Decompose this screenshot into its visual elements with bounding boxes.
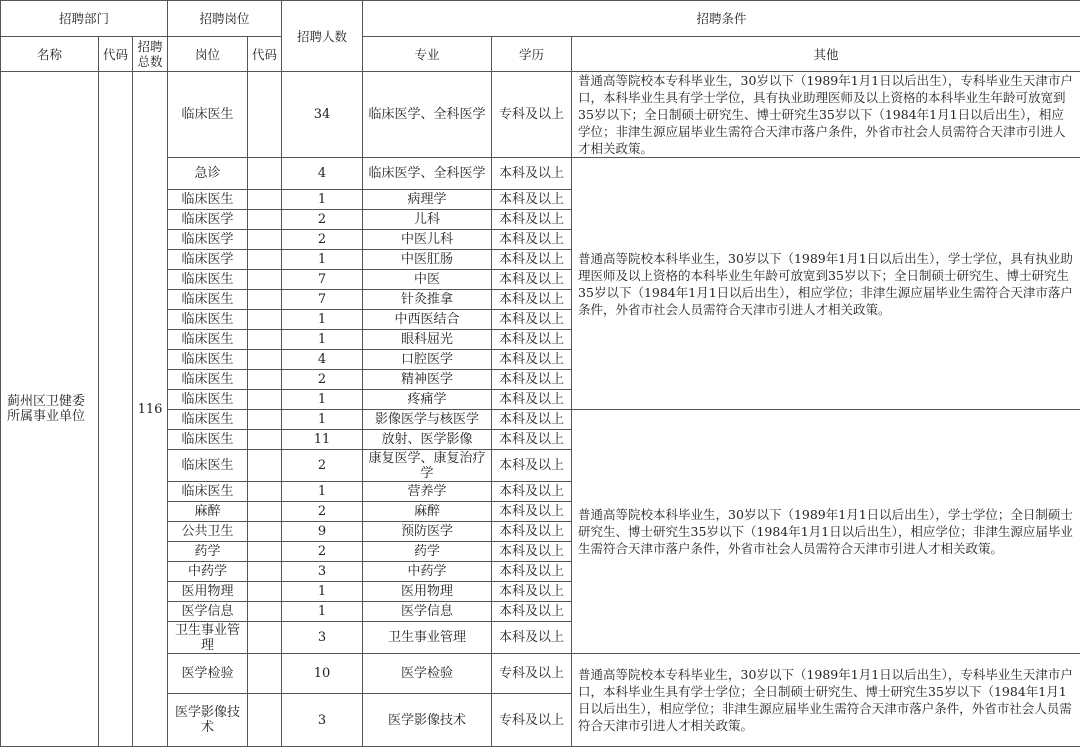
position-cell: 临床医生 <box>168 72 248 158</box>
education-cell: 本科及以上 <box>492 522 572 542</box>
major-cell: 医学信息 <box>363 602 492 622</box>
position-code-cell <box>248 310 282 330</box>
major-cell: 疼痛学 <box>363 390 492 410</box>
position-cell: 临床医学 <box>168 230 248 250</box>
count-cell: 2 <box>282 450 363 482</box>
education-cell: 本科及以上 <box>492 430 572 450</box>
major-cell: 麻醉 <box>363 502 492 522</box>
major-cell: 病理学 <box>363 190 492 210</box>
position-cell: 临床医生 <box>168 390 248 410</box>
position-code-cell <box>248 390 282 410</box>
count-cell: 1 <box>282 390 363 410</box>
major-cell: 药学 <box>363 542 492 562</box>
major-cell: 口腔医学 <box>363 350 492 370</box>
position-cell: 药学 <box>168 542 248 562</box>
position-cell: 临床医生 <box>168 290 248 310</box>
position-code-cell <box>248 654 282 694</box>
conditions-cell: 普通高等院校本专科毕业生，30岁以下（1989年1月1日以后出生），专科毕业生天津市户口，本科毕业生具有学士学位；全日制硕士研究生、博士研究生35岁以下（1984年1月1日以后出生），相应学位；非津生源应届毕业生需符合天津市落户条件，外省市社会人员需符合天津市引进人才相关政策。 <box>572 654 1080 747</box>
position-code-cell <box>248 158 282 190</box>
major-cell: 眼科屈光 <box>363 330 492 350</box>
header-recruit-count: 招聘人数 <box>282 1 363 72</box>
major-cell: 康复医学、康复治疗学 <box>363 450 492 482</box>
education-cell: 本科及以上 <box>492 562 572 582</box>
header-other: 其他 <box>572 37 1080 72</box>
position-cell: 医学信息 <box>168 602 248 622</box>
conditions-cell: 普通高等院校本科毕业生，30岁以下（1989年1月1日以后出生），学士学位，具有执业助理医师及以上资格的本科毕业生年龄可放宽到35岁以下；全日制硕士研究生、博士研究生35岁以下（1984年1月1日以后出生），相应学位；非津生源应届毕业生需符合天津市落户条件，外省市社会人员需符合天津市引进人才相关政策。 <box>572 158 1080 410</box>
position-code-cell <box>248 622 282 654</box>
position-cell: 急诊 <box>168 158 248 190</box>
position-code-cell <box>248 350 282 370</box>
position-code-cell <box>248 562 282 582</box>
major-cell: 放射、医学影像 <box>363 430 492 450</box>
count-cell: 4 <box>282 350 363 370</box>
major-cell: 医学检验 <box>363 654 492 694</box>
major-cell: 儿科 <box>363 210 492 230</box>
count-cell: 1 <box>282 190 363 210</box>
education-cell: 本科及以上 <box>492 482 572 502</box>
major-cell: 中医儿科 <box>363 230 492 250</box>
education-cell: 本科及以上 <box>492 310 572 330</box>
count-cell: 3 <box>282 622 363 654</box>
education-cell: 本科及以上 <box>492 330 572 350</box>
education-cell: 本科及以上 <box>492 158 572 190</box>
conditions-cell: 普通高等院校本科毕业生，30岁以下（1989年1月1日以后出生），学士学位；全日制硕士研究生、博士研究生35岁以下（1984年1月1日以后出生），相应学位；非津生源应届毕业生需符合天津市落户条件，外省市社会人员需符合天津市引进人才相关政策。 <box>572 410 1080 654</box>
education-cell: 本科及以上 <box>492 270 572 290</box>
position-cell: 临床医生 <box>168 370 248 390</box>
count-cell: 34 <box>282 72 363 158</box>
position-cell: 医学检验 <box>168 654 248 694</box>
position-code-cell <box>248 210 282 230</box>
major-cell: 中医 <box>363 270 492 290</box>
major-cell: 影像医学与核医学 <box>363 410 492 430</box>
position-cell: 临床医生 <box>168 482 248 502</box>
major-cell: 针灸推拿 <box>363 290 492 310</box>
position-code-cell <box>248 370 282 390</box>
position-code-cell <box>248 72 282 158</box>
education-cell: 本科及以上 <box>492 622 572 654</box>
position-code-cell <box>248 694 282 747</box>
major-cell: 临床医学、全科医学 <box>363 72 492 158</box>
header-education: 学历 <box>492 37 572 72</box>
education-cell: 本科及以上 <box>492 542 572 562</box>
department-name: 蓟州区卫健委所属事业单位 <box>1 72 99 747</box>
count-cell: 1 <box>282 482 363 502</box>
position-code-cell <box>248 290 282 310</box>
education-cell: 本科及以上 <box>492 230 572 250</box>
major-cell: 中药学 <box>363 562 492 582</box>
count-cell: 1 <box>282 330 363 350</box>
position-cell: 临床医学 <box>168 250 248 270</box>
header-position-group: 招聘岗位 <box>168 1 282 37</box>
count-cell: 10 <box>282 654 363 694</box>
count-cell: 11 <box>282 430 363 450</box>
count-cell: 9 <box>282 522 363 542</box>
position-code-cell <box>248 502 282 522</box>
count-cell: 3 <box>282 562 363 582</box>
major-cell: 精神医学 <box>363 370 492 390</box>
position-code-cell <box>248 270 282 290</box>
count-cell: 2 <box>282 230 363 250</box>
education-cell: 本科及以上 <box>492 602 572 622</box>
education-cell: 本科及以上 <box>492 250 572 270</box>
position-code-cell <box>248 190 282 210</box>
count-cell: 2 <box>282 502 363 522</box>
position-code-cell <box>248 602 282 622</box>
header-department-group: 招聘部门 <box>1 1 168 37</box>
major-cell: 医学影像技术 <box>363 694 492 747</box>
position-cell: 卫生事业管理 <box>168 622 248 654</box>
count-cell: 1 <box>282 310 363 330</box>
major-cell: 临床医学、全科医学 <box>363 158 492 190</box>
position-cell: 公共卫生 <box>168 522 248 542</box>
header-code: 代码 <box>99 37 133 72</box>
position-code-cell <box>248 410 282 430</box>
count-cell: 3 <box>282 694 363 747</box>
position-cell: 临床医生 <box>168 270 248 290</box>
major-cell: 中医肛肠 <box>363 250 492 270</box>
position-code-cell <box>248 522 282 542</box>
count-cell: 4 <box>282 158 363 190</box>
count-cell: 1 <box>282 602 363 622</box>
position-cell: 医学影像技术 <box>168 694 248 747</box>
header-name: 名称 <box>1 37 99 72</box>
header-total: 招聘总数 <box>133 37 168 72</box>
education-cell: 专科及以上 <box>492 72 572 158</box>
education-cell: 本科及以上 <box>492 190 572 210</box>
education-cell: 本科及以上 <box>492 390 572 410</box>
position-code-cell <box>248 250 282 270</box>
position-cell: 临床医生 <box>168 190 248 210</box>
position-code-cell <box>248 482 282 502</box>
count-cell: 7 <box>282 270 363 290</box>
header-major: 专业 <box>363 37 492 72</box>
education-cell: 本科及以上 <box>492 290 572 310</box>
conditions-cell: 普通高等院校本专科毕业生，30岁以下（1989年1月1日以后出生），专科毕业生天津市户口，本科毕业生具有学士学位，具有执业助理医师及以上资格的本科毕业生年龄可放宽到35岁以下；全日制硕士研究生、博士研究生35岁以下（1984年1月1日以后出生），相应学位；非津生源应届毕业生需符合天津市落户条件，外省市社会人员需符合天津市引进人才相关政策。 <box>572 72 1080 158</box>
header-position-code: 代码 <box>248 37 282 72</box>
header-conditions-group: 招聘条件 <box>363 1 1080 37</box>
position-cell: 临床医生 <box>168 430 248 450</box>
education-cell: 本科及以上 <box>492 350 572 370</box>
count-cell: 1 <box>282 250 363 270</box>
position-cell: 临床医学 <box>168 210 248 230</box>
position-cell: 中药学 <box>168 562 248 582</box>
position-cell: 临床医生 <box>168 350 248 370</box>
position-cell: 临床医生 <box>168 410 248 430</box>
count-cell: 7 <box>282 290 363 310</box>
education-cell: 本科及以上 <box>492 370 572 390</box>
education-cell: 本科及以上 <box>492 450 572 482</box>
header-position: 岗位 <box>168 37 248 72</box>
position-cell: 临床医生 <box>168 450 248 482</box>
department-total: 116 <box>133 72 168 747</box>
education-cell: 本科及以上 <box>492 502 572 522</box>
major-cell: 营养学 <box>363 482 492 502</box>
count-cell: 2 <box>282 210 363 230</box>
education-cell: 本科及以上 <box>492 410 572 430</box>
position-code-cell <box>248 450 282 482</box>
count-cell: 1 <box>282 410 363 430</box>
department-code <box>99 72 133 747</box>
count-cell: 2 <box>282 542 363 562</box>
major-cell: 预防医学 <box>363 522 492 542</box>
position-code-cell <box>248 330 282 350</box>
position-code-cell <box>248 582 282 602</box>
position-code-cell <box>248 542 282 562</box>
position-cell: 麻醉 <box>168 502 248 522</box>
major-cell: 医用物理 <box>363 582 492 602</box>
count-cell: 2 <box>282 370 363 390</box>
education-cell: 专科及以上 <box>492 654 572 694</box>
position-cell: 临床医生 <box>168 330 248 350</box>
position-code-cell <box>248 230 282 250</box>
education-cell: 本科及以上 <box>492 210 572 230</box>
position-code-cell <box>248 430 282 450</box>
major-cell: 中西医结合 <box>363 310 492 330</box>
education-cell: 本科及以上 <box>492 582 572 602</box>
major-cell: 卫生事业管理 <box>363 622 492 654</box>
count-cell: 1 <box>282 582 363 602</box>
education-cell: 专科及以上 <box>492 694 572 747</box>
position-cell: 医用物理 <box>168 582 248 602</box>
position-cell: 临床医生 <box>168 310 248 330</box>
